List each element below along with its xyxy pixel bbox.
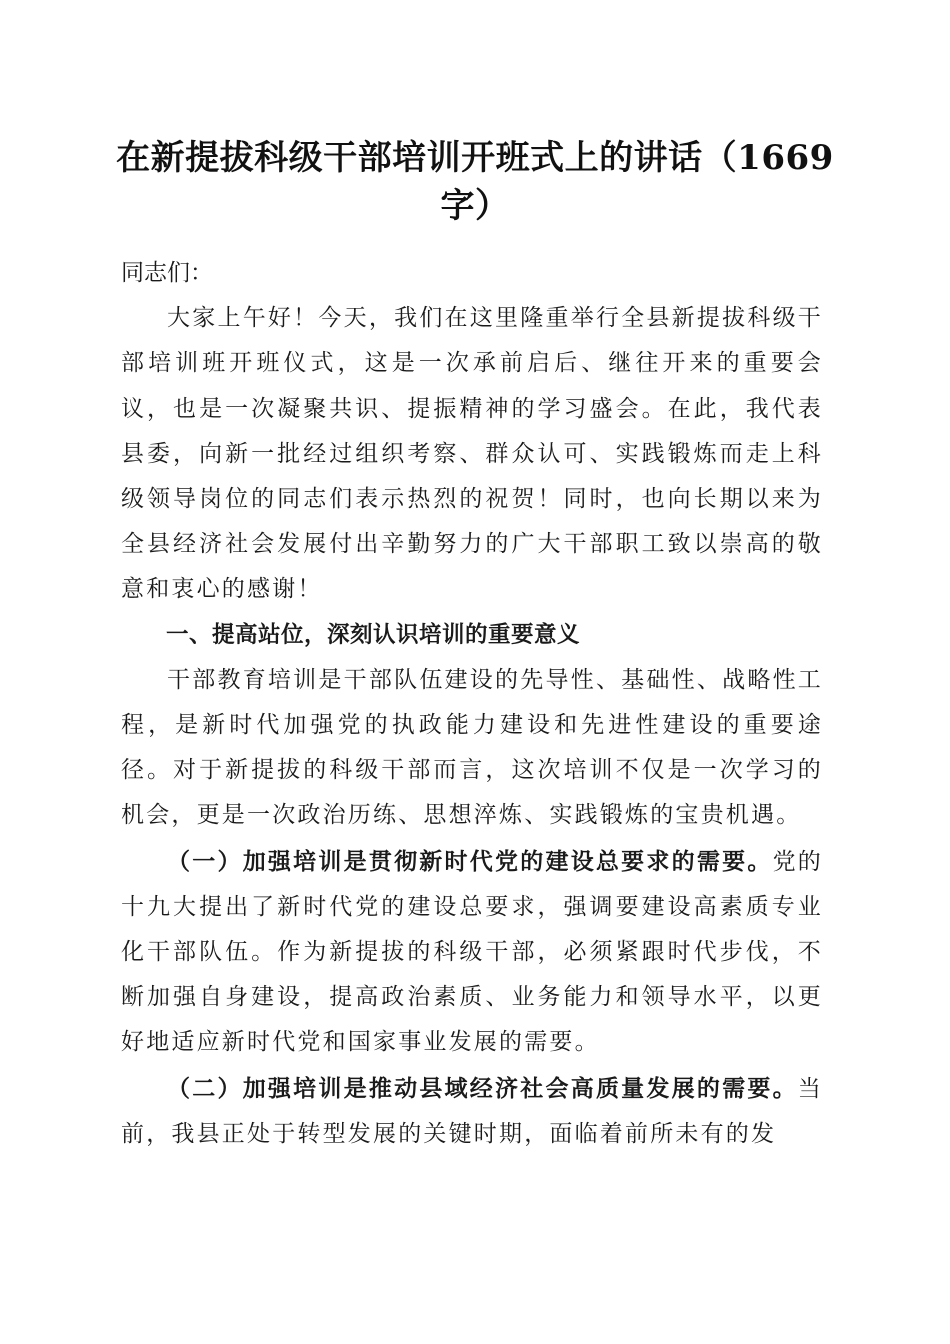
- point-1-lead: （一）加强培训是贯彻新时代党的建设总要求的需要。: [167, 847, 773, 875]
- salutation: 同志们：: [121, 260, 213, 286]
- document-title: 在新提拔科级干部培训开班式上的讲话（1669字）: [116, 138, 834, 226]
- point-2-lead: （二）加强培训是推动县域经济社会高质量发展的需要。: [167, 1074, 798, 1102]
- opening-paragraph: 大家上午好！今天，我们在这里隆重举行全县新提拔科级干部培训班开班仪式，这是一次承前启后、继往开来的重要会议，也是一次凝聚共识、提振精神的学习盛会。在此，我代表县委，向新一批经过组织考察、群众认可、实践锻炼而走上科级领导岗位的同志们表示热烈的祝贺！同时，也向长期以来为全县经济社会发展付出辛勤努力的广大干部职工致以崇高的敬意和衷心的感谢！: [121, 305, 823, 603]
- point-paragraph-1: [121, 839, 823, 1066]
- section-intro-paragraph: 干部教育培训是干部队伍建设的先导性、基础性、战略性工程，是新时代加强党的执政能力建设和先进性建设的重要途径。对于新提拔的科级干部而言，这次培训不仅是一次学习的机会，更是一次政治历练、思想淬炼、实践锻炼的宝贵机遇。: [121, 666, 823, 829]
- point-paragraph-2: [121, 1066, 823, 1157]
- document-body: [121, 251, 823, 1157]
- point-2-text: 当前，我县正处于转型发展的关键时期，面临着前所未有的发: [121, 1075, 823, 1147]
- section-heading: 一、提高站位，深刻认识培训的重要意义: [166, 621, 581, 648]
- point-1-text: 党的十九大提出了新时代党的建设总要求，强调要建设高素质专业化干部队伍。作为新提拔的科级干部，必须紧跟时代步伐，不断加强自身建设，提高政治素质、业务能力和领导水平，以更好地适应新时代党和国家事业发展的需要。: [121, 848, 823, 1056]
